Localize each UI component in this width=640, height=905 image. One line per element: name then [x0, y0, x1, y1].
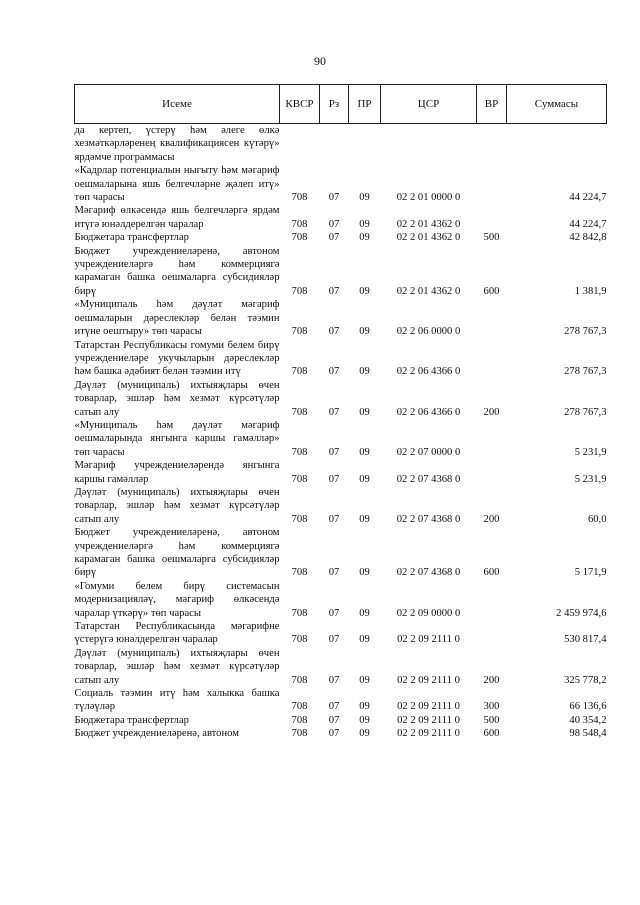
row-sum: 42 842,8 — [569, 232, 607, 244]
table-row — [75, 419, 607, 459]
row-csr: 02 2 09 2111 0 — [397, 634, 460, 646]
row-sum: 278 767,3 — [564, 406, 607, 418]
row-sum: 1 381,9 — [574, 285, 607, 297]
row-sum: 66 136,6 — [569, 701, 607, 713]
row-rz: 07 — [328, 714, 340, 726]
column-header-kvsr: КВСР — [280, 85, 320, 124]
row-vr — [477, 339, 507, 379]
row-vr — [477, 419, 507, 459]
row-sum: 60,0 — [587, 513, 607, 525]
row-vr — [477, 124, 507, 165]
row-kvsr: 708 — [291, 406, 308, 418]
budget-table — [74, 84, 607, 741]
row-pr: 09 — [359, 714, 370, 726]
row-rz: 07 — [328, 728, 340, 740]
row-rz: 07 — [328, 232, 340, 244]
row-name: Дәүләт (муниципаль) ихтыяҗлары өчен товарлар, эшләр һәм хезмәт күрсәтүләр сатып алу — [74, 647, 280, 686]
row-vr: 200 — [483, 513, 500, 525]
row-name: Бюджет учреждениеләренә, автоном — [74, 728, 239, 740]
row-csr: 02 2 09 2111 0 — [397, 714, 460, 726]
row-vr: 600 — [483, 567, 500, 579]
row-csr: 02 2 09 2111 0 — [397, 701, 460, 713]
row-vr: 600 — [483, 728, 500, 740]
row-csr — [381, 124, 477, 165]
row-pr: 09 — [359, 326, 370, 338]
table-row — [75, 620, 607, 647]
row-sum: 325 778,2 — [564, 674, 607, 686]
row-kvsr: 708 — [291, 326, 308, 338]
row-csr: 02 2 07 4368 0 — [396, 473, 461, 485]
row-sum: 530 817,4 — [564, 634, 607, 646]
row-rz: 07 — [328, 607, 340, 619]
row-name: Татарстан Республикасы гомуми белем бирү учреждениеләре укучыларын дәреслекләр һәм башка әдәбият белән тәэмин итү — [74, 339, 280, 378]
column-header-rz: Рз — [320, 85, 349, 124]
row-name: Бюджетара трансфертлар — [74, 232, 189, 244]
row-sum: 5 231,9 — [574, 446, 607, 458]
row-vr: 200 — [483, 674, 500, 686]
table-row — [75, 687, 607, 714]
row-kvsr: 708 — [291, 473, 308, 485]
row-csr: 02 2 07 4368 0 — [396, 567, 461, 579]
row-kvsr: 708 — [291, 192, 308, 204]
row-pr: 09 — [359, 674, 370, 686]
row-name: Бюджет учреждениеләренә, автоном учреждениеләргә һәм коммерциягә карамаган башка оешмаларга субсидияләр бирү — [74, 245, 280, 297]
table-row — [75, 245, 607, 299]
row-pr: 09 — [359, 406, 370, 418]
row-name: «Муниципаль һәм дәүләт мәгариф оешмаларын дәреслекләр белән тәэмин итүне оештыру» төп чарасы — [74, 299, 280, 338]
row-rz: 07 — [328, 218, 340, 230]
page-number: 90 — [314, 54, 326, 68]
table-body — [75, 124, 607, 741]
column-header-csr: ЦСР — [381, 85, 477, 124]
row-pr: 09 — [359, 366, 370, 378]
row-kvsr: 708 — [291, 513, 308, 525]
row-name: Бюджет учреждениеләренә, автоном учреждениеләргә һәм коммерциягә карамаган башка оешмаларга субсидияләр бирү — [74, 527, 280, 579]
row-kvsr: 708 — [291, 567, 308, 579]
table-row — [75, 526, 607, 580]
table-row — [75, 204, 607, 231]
row-csr: 02 2 09 0000 0 — [396, 607, 461, 619]
row-vr: 600 — [483, 285, 500, 297]
row-kvsr: 708 — [291, 607, 308, 619]
row-rz: 07 — [328, 326, 340, 338]
row-csr: 02 2 06 4366 0 — [396, 406, 461, 418]
row-kvsr: 708 — [291, 728, 308, 740]
row-rz: 07 — [328, 366, 340, 378]
row-csr: 02 2 01 4362 0 — [396, 232, 461, 244]
row-pr: 09 — [359, 634, 370, 646]
table-row — [75, 124, 607, 165]
row-vr: 500 — [483, 232, 500, 244]
row-rz: 07 — [328, 513, 340, 525]
column-header-pr: ПР — [349, 85, 381, 124]
column-header-sum: Суммасы — [507, 85, 607, 124]
row-name: Татарстан Республикасында мәгарифне үстерүгә юнәлдерелгән чаралар — [74, 621, 280, 646]
row-kvsr: 708 — [291, 285, 308, 297]
row-pr: 09 — [359, 513, 370, 525]
row-csr: 02 2 07 0000 0 — [396, 446, 461, 458]
row-kvsr: 708 — [291, 714, 308, 726]
row-csr: 02 2 09 2111 0 — [397, 674, 460, 686]
row-kvsr: 708 — [291, 366, 308, 378]
row-pr: 09 — [359, 285, 370, 297]
row-sum: 2 459 974,6 — [556, 607, 607, 619]
row-rz: 07 — [328, 567, 340, 579]
row-csr: 02 2 01 0000 0 — [396, 192, 461, 204]
row-vr: 200 — [483, 406, 500, 418]
row-pr: 09 — [359, 446, 370, 458]
row-csr: 02 2 06 4366 0 — [396, 366, 461, 378]
row-name: «Кадрлар потенциалын ныгыту һәм мәгариф оешмаларына яшь белгечләрне җәлеп итү» төп чарасы — [74, 165, 280, 204]
row-rz: 07 — [328, 634, 340, 646]
row-sum: 44 224,7 — [569, 218, 607, 230]
row-pr: 09 — [359, 567, 370, 579]
row-kvsr: 708 — [291, 701, 308, 713]
row-vr — [477, 298, 507, 338]
row-kvsr: 708 — [291, 218, 308, 230]
row-kvsr: 708 — [291, 446, 308, 458]
row-pr — [349, 124, 381, 165]
column-header-name: Исеме — [75, 85, 280, 124]
row-sum: 5 171,9 — [574, 567, 607, 579]
row-name: Социаль тәэмин итү һәм халыкка башка түләүләр — [74, 688, 280, 713]
row-sum: 98 548,4 — [569, 728, 607, 740]
row-vr — [477, 459, 507, 486]
row-kvsr — [280, 124, 320, 165]
row-sum: 278 767,3 — [564, 366, 607, 378]
row-csr: 02 2 01 4362 0 — [396, 218, 461, 230]
row-sum: 44 224,7 — [569, 192, 607, 204]
row-name: Бюджетара трансфертлар — [74, 714, 189, 726]
table-row — [75, 486, 607, 526]
row-name: Мәгариф өлкәсендә яшь белгечләргә ярдәм итүгә юнәлдерелгән чаралар — [74, 205, 280, 230]
table-row — [75, 164, 607, 204]
row-pr: 09 — [359, 232, 370, 244]
row-name: «Гомуми белем бирү системасын модернизацияләү, мәгариф өлкәсендә чаралар үткәрү» төп чарасы — [74, 580, 280, 619]
table-row — [75, 459, 607, 486]
table-row — [75, 298, 607, 338]
row-vr — [477, 164, 507, 204]
row-name: «Муниципаль һәм дәүләт мәгариф оешмаларында янгынга каршы гамәлләр» төп чарасы — [74, 419, 280, 458]
row-csr: 02 2 01 4362 0 — [396, 285, 461, 297]
row-vr: 500 — [483, 714, 500, 726]
table-row — [75, 647, 607, 687]
row-rz: 07 — [328, 674, 340, 686]
row-csr: 02 2 06 0000 0 — [396, 326, 461, 338]
row-vr: 300 — [483, 701, 500, 713]
column-header-vr: ВР — [477, 85, 507, 124]
row-sum — [507, 124, 607, 165]
row-vr — [477, 620, 507, 647]
row-csr: 02 2 07 4368 0 — [396, 513, 461, 525]
row-pr: 09 — [359, 473, 370, 485]
table-row — [75, 231, 607, 244]
row-pr: 09 — [359, 192, 370, 204]
row-sum: 278 767,3 — [564, 326, 607, 338]
table-row — [75, 339, 607, 379]
table-row — [75, 580, 607, 620]
row-pr: 09 — [359, 728, 370, 740]
row-kvsr: 708 — [291, 232, 308, 244]
row-pr: 09 — [359, 218, 370, 230]
row-sum: 5 231,9 — [574, 473, 607, 485]
row-rz: 07 — [328, 406, 340, 418]
table-row — [75, 714, 607, 727]
row-pr: 09 — [359, 607, 370, 619]
row-sum: 40 354,2 — [569, 714, 607, 726]
table-row — [75, 727, 607, 740]
row-csr: 02 2 09 2111 0 — [397, 728, 460, 740]
row-kvsr: 708 — [291, 634, 308, 646]
row-pr: 09 — [359, 701, 370, 713]
row-rz: 07 — [328, 192, 340, 204]
row-rz — [320, 124, 349, 165]
row-name: да кертеп, үстерү һәм әлеге өлкә хезмәткәрләренең квалификациясен күтәрү» ярдәмче программасы — [74, 125, 280, 163]
row-rz: 07 — [328, 285, 340, 297]
table-header-row — [75, 85, 607, 124]
table-row — [75, 379, 607, 419]
row-rz: 07 — [328, 446, 340, 458]
row-name: Дәүләт (муниципаль) ихтыяҗлары өчен товарлар, эшләр һәм хезмәт күрсәтүләр сатып алу — [74, 486, 280, 525]
row-rz: 07 — [328, 701, 340, 713]
row-vr — [477, 204, 507, 231]
row-name: Мәгариф учреждениеләрендә янгынга каршы гамәлләр — [74, 460, 280, 485]
row-kvsr: 708 — [291, 674, 308, 686]
row-name: Дәүләт (муниципаль) ихтыяҗлары өчен товарлар, эшләр һәм хезмәт күрсәтүләр сатып алу — [74, 379, 280, 418]
row-vr — [477, 580, 507, 620]
row-rz: 07 — [328, 473, 340, 485]
